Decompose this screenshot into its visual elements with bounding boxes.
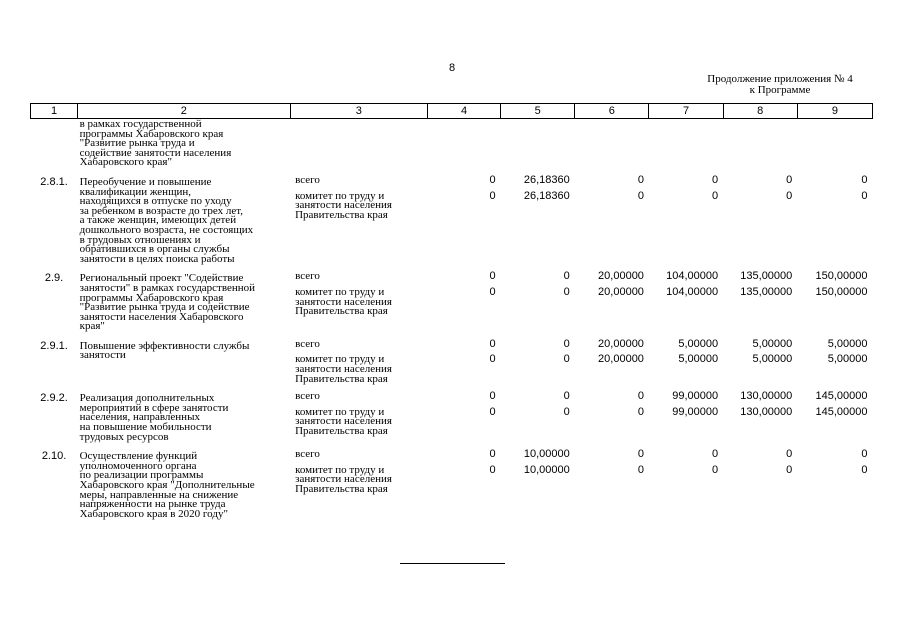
source-label: всего [295, 448, 320, 461]
col-header-5: 5 [501, 104, 575, 119]
value-cell: 5,00000 [827, 353, 868, 366]
value-cell: 0 [637, 173, 644, 186]
value-cell: 0 [786, 189, 793, 202]
value-col-6 [575, 173, 649, 264]
value-cell: 0 [637, 189, 644, 202]
value-cell: 0 [861, 448, 868, 461]
value-col-5 [501, 392, 575, 442]
value-cell: 0 [489, 270, 496, 283]
table-row [31, 340, 873, 384]
value-cell: 20,00000 [598, 270, 644, 283]
source-label: всего [295, 270, 320, 283]
value-cell: 0 [786, 173, 793, 186]
row-sources [290, 173, 427, 264]
source-label: комитет по труду и занятости населения Правительства края [295, 285, 392, 318]
source-label: комитет по труду и занятости населения Правительства края [295, 405, 392, 438]
value-cell: 135,00000 [740, 270, 793, 283]
value-cell: 20,00000 [598, 285, 644, 298]
row-number: 2.8.1. [40, 175, 68, 188]
row-number: 2.9.2. [40, 392, 68, 405]
value-cell: 150,00000 [815, 285, 868, 298]
value-cell: 0 [637, 390, 644, 403]
header-row [31, 104, 873, 119]
value-col-6 [575, 337, 649, 384]
value-col-4 [427, 272, 500, 332]
value-cell: 5,00000 [752, 353, 793, 366]
value-cell: 99,00000 [672, 390, 719, 403]
value-col-4 [427, 173, 500, 264]
value-cell: 0 [563, 337, 570, 350]
value-col-5 [501, 272, 575, 332]
source-label: комитет по труду и занятости населения Правительства края [295, 189, 392, 221]
value-cell: 0 [489, 173, 496, 186]
value-col-8 [723, 392, 797, 442]
row-sources [290, 337, 427, 385]
value-col-6 [575, 272, 649, 332]
col-header-8: 8 [723, 104, 797, 119]
value-cell: 0 [861, 173, 868, 186]
source-label: комитет по труду и занятости населения Правительства края [295, 463, 392, 496]
col-header-1: 1 [31, 104, 78, 119]
lead-row [31, 119, 873, 168]
value-cell: 26,18360 [523, 189, 570, 202]
value-col-4 [427, 392, 500, 442]
value-cell: 26,18360 [523, 173, 570, 186]
table-row [31, 176, 873, 264]
value-cell: 0 [637, 448, 644, 461]
value-cell: 0 [861, 463, 868, 476]
value-col-8 [723, 173, 797, 264]
continuation-note [680, 74, 880, 96]
value-cell: 5,00000 [678, 353, 719, 366]
value-cell: 104,00000 [666, 285, 719, 298]
value-col-8 [723, 450, 797, 519]
value-cell: 0 [489, 353, 496, 366]
value-cell: 0 [489, 285, 496, 298]
value-cell: 0 [563, 270, 570, 283]
value-cell: 5,00000 [678, 337, 719, 350]
value-cell: 5,00000 [752, 337, 793, 350]
footer-divider [400, 563, 505, 564]
value-cell: 10,00000 [523, 448, 570, 461]
source-label: комитет по труду и занятости населения Правительства края [295, 353, 392, 385]
value-cell: 5,00000 [827, 337, 868, 350]
source-label: всего [295, 390, 320, 403]
col-header-4: 4 [427, 104, 500, 119]
row-number: 2.9.1. [40, 339, 68, 352]
row-name: Реализация дополнительных мероприятий в сфере занятости населения, направленных на повышение мобильности трудовых ресурсов [79, 392, 229, 443]
value-cell: 0 [489, 448, 496, 461]
value-col-5 [501, 337, 575, 384]
row-sources [290, 450, 427, 519]
value-cell: 0 [861, 189, 868, 202]
continuation-line-2: к Программе [749, 84, 811, 96]
value-col-7 [649, 392, 723, 442]
value-col-9 [797, 173, 872, 264]
col-header-7: 7 [649, 104, 723, 119]
value-cell: 0 [637, 463, 644, 476]
value-cell: 0 [489, 337, 496, 350]
value-cell: 0 [786, 448, 793, 461]
row-name: Повышение эффективности службы занятости [79, 339, 250, 362]
value-col-9 [797, 450, 872, 519]
value-cell: 145,00000 [815, 390, 868, 403]
value-cell: 0 [786, 463, 793, 476]
value-col-5 [501, 173, 575, 264]
row-number: 2.9. [44, 272, 64, 285]
row-name: Переобучение и повышение квалификации женщин, находящихся в отпуске по уходу за ребенком в возрасте до трех лет, а также женщин, имеющих детей дошкольного возраста, не состоящих в трудовых отношениях и обратившихся в органы службы занятости в целях поиска работы [79, 175, 254, 265]
value-col-4 [427, 450, 500, 519]
row-name: Осуществление функций уполномоченного органа по реализации программы Хабаровского края "Дополнительные меры, направленные на снижение напряженности на рынке труда Хабаровского края в 2020 году" [79, 450, 255, 520]
value-col-6 [575, 392, 649, 442]
source-label: всего [295, 173, 320, 186]
value-col-7 [649, 272, 723, 332]
value-cell: 0 [711, 463, 719, 476]
value-col-9 [797, 392, 872, 442]
row-name: Региональный проект "Содействие занятости" в рамках государственной программы Хабаровского края "Развитие рынка труда и содействие занятости населения Хабаровского края" [79, 272, 256, 333]
row-spacer [31, 332, 873, 340]
col-header-2: 2 [78, 104, 291, 119]
value-cell: 135,00000 [740, 285, 793, 298]
value-col-9 [797, 272, 872, 332]
table-row [31, 450, 873, 519]
budget-table [30, 103, 873, 519]
value-col-7 [649, 337, 723, 384]
value-cell: 150,00000 [815, 270, 868, 283]
value-col-8 [723, 272, 797, 332]
value-cell: 0 [637, 405, 644, 418]
value-col-6 [575, 450, 649, 519]
value-cell: 0 [563, 405, 570, 418]
page-number: 8 [448, 62, 456, 74]
value-cell: 20,00000 [598, 353, 644, 366]
row-spacer [31, 442, 873, 450]
value-cell: 99,00000 [672, 405, 719, 418]
col-header-6: 6 [575, 104, 649, 119]
value-col-9 [797, 337, 872, 384]
value-cell: 0 [489, 405, 496, 418]
value-cell: 104,00000 [666, 270, 719, 283]
table-body [31, 119, 873, 520]
value-cell: 0 [489, 463, 496, 476]
value-col-4 [427, 337, 500, 384]
row-spacer [31, 168, 873, 176]
value-cell: 10,00000 [523, 463, 570, 476]
row-number: 2.10. [41, 450, 67, 463]
row-sources [290, 272, 427, 332]
col-header-9: 9 [797, 104, 872, 119]
value-col-7 [649, 173, 723, 264]
row-sources [290, 392, 427, 442]
value-cell: 130,00000 [740, 405, 793, 418]
lead-text: в рамках государственной программы Хабаровского края "Развитие рынка труда и содействие занятости населения Хабаровского края" [79, 118, 232, 169]
source-label: всего [295, 337, 320, 350]
value-col-7 [649, 450, 723, 519]
value-cell: 0 [489, 390, 496, 403]
value-cell: 0 [489, 189, 496, 202]
value-cell: 20,00000 [598, 337, 644, 350]
value-cell: 0 [563, 353, 570, 366]
value-cell: 0 [711, 189, 719, 202]
value-col-8 [723, 337, 797, 384]
value-cell: 0 [711, 448, 719, 461]
value-cell: 0 [711, 173, 719, 186]
value-cell: 0 [563, 390, 570, 403]
table-row [31, 392, 873, 442]
value-cell: 130,00000 [740, 390, 793, 403]
value-col-5 [501, 450, 575, 519]
continuation-line-1: Продолжение приложения № 4 [707, 73, 853, 85]
col-header-3: 3 [290, 104, 427, 119]
value-cell: 0 [563, 285, 570, 298]
table-row [31, 272, 873, 332]
value-cell: 145,00000 [815, 405, 868, 418]
